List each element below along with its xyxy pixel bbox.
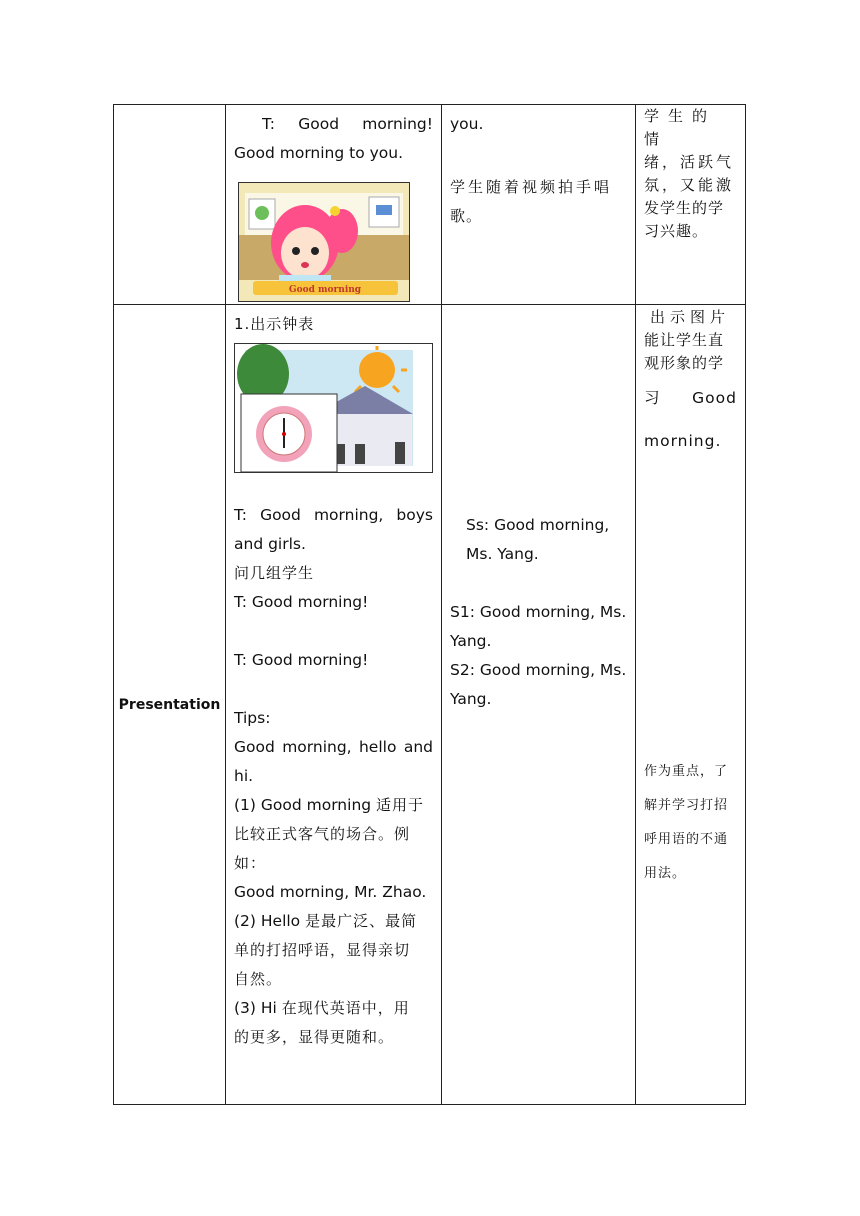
text: 习兴趣。 (644, 222, 709, 240)
text: morning! (362, 115, 433, 133)
text: 适用于 (376, 796, 425, 814)
text: 习 (644, 389, 661, 407)
text: morning, (313, 506, 384, 524)
teacher-activity-cell (226, 305, 442, 1105)
text: 是最广泛、最简 (305, 912, 418, 930)
lesson-table (113, 104, 746, 1105)
student-activity-cell (442, 305, 636, 1105)
greeting-line (234, 501, 433, 530)
tips-line (234, 733, 433, 762)
text-line (644, 387, 737, 410)
text: 如： (234, 854, 267, 872)
text: 氛，又能激 (644, 176, 735, 194)
text: 自然。 (234, 970, 283, 988)
text: hi. (234, 767, 254, 785)
text: T: Good morning! (234, 651, 369, 669)
text: 学生随着视频拍手唱 (450, 178, 613, 196)
step-title: 1.出示钟表 (234, 315, 315, 333)
text: 歌。 (450, 207, 483, 225)
text: 单的打招呼语，显得亲切 (234, 941, 411, 959)
text: 解并学习打招 (644, 798, 729, 813)
text: morning, (282, 738, 352, 756)
tips-title: Tips: (234, 709, 271, 727)
text: you. (450, 115, 484, 133)
text: boys (396, 506, 433, 524)
text: hello (358, 738, 397, 756)
text: Good (298, 115, 340, 133)
text: S2: Good morning, Ms. (450, 661, 627, 679)
text: 在现代英语中，用 (281, 999, 410, 1017)
text: 呼用语的不通 (644, 832, 729, 847)
text: (2) Hello (234, 912, 301, 930)
text: Good (260, 506, 301, 524)
text: 发学生的学 (644, 199, 725, 217)
text: Good morning, Mr. Zhao. (234, 883, 427, 901)
text: 作为重点，了 (644, 764, 729, 779)
purpose-cell (636, 305, 746, 1105)
text: S1: Good morning, Ms. (450, 603, 627, 621)
text: 用法。 (644, 866, 687, 881)
purpose-cell (636, 105, 746, 305)
student-activity-cell (442, 105, 636, 305)
teacher-activity-cell (226, 105, 442, 305)
song-title-line: Good morning to you. (234, 144, 404, 162)
stage-label: Presentation (114, 305, 226, 1105)
table-row (114, 105, 746, 305)
stage-cell-empty (114, 105, 226, 305)
text: Ms. Yang. (466, 545, 539, 563)
text: Good (234, 738, 275, 756)
text: 的更多，显得更随和。 (234, 1028, 395, 1046)
text: 问几组学生 (234, 564, 315, 582)
text: 学生的情 (644, 107, 717, 148)
text: 绪，活跃气 (644, 153, 735, 171)
text: Good (692, 389, 737, 407)
text: T: Good morning! (234, 593, 369, 611)
text: T: (234, 506, 247, 524)
text: 出示图片 (650, 308, 731, 326)
text: 观形象的学 (644, 354, 725, 372)
text: Yang. (450, 690, 492, 708)
text: Yang. (450, 632, 492, 650)
greeting-line (234, 110, 433, 139)
text: (1) Good morning (234, 796, 372, 814)
clock-image (234, 343, 433, 473)
text: 比较正式客气的场合。例 (234, 825, 411, 843)
text: 能让学生直 (644, 331, 725, 349)
text: T: (262, 115, 275, 133)
song-banner-text: Good morning (288, 285, 362, 295)
text: and girls. (234, 535, 306, 553)
text: (3) Hi (234, 999, 277, 1017)
text: and (403, 738, 433, 756)
song-video-image (238, 182, 410, 302)
text: Ss: Good morning, (466, 516, 610, 534)
text: morning. (644, 432, 722, 450)
table-row (114, 305, 746, 1105)
